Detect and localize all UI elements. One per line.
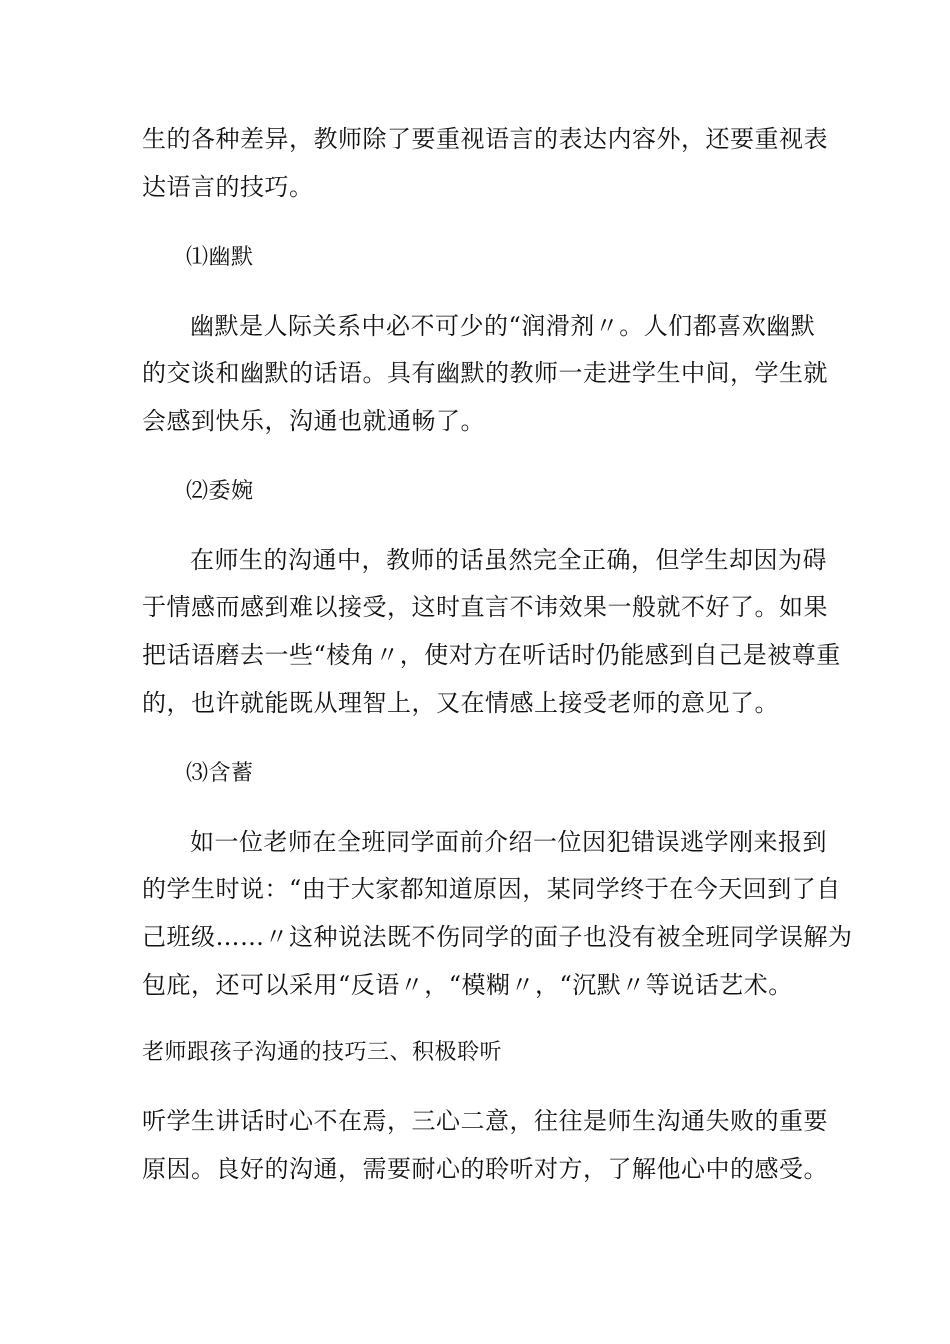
- paragraph-line: 的，也许就能既从理智上，又在情感上接受老师的意见了。: [142, 689, 779, 717]
- paragraph-line: 包庇，还可以采用“反语〃，“模糊〃，“沉默〃等说话艺术。: [142, 971, 793, 999]
- paragraph-line: 于情感而感到难以接受，这时直言不讳效果一般就不好了。如果: [142, 593, 828, 621]
- paragraph-line: 把话语磨去一些“棱角〃，使对方在听话时仍能感到自己是被尊重: [142, 641, 841, 669]
- subheading-implicit: ⑶含蓄: [186, 761, 254, 786]
- paragraph-line: 达语言的技巧。: [142, 173, 314, 201]
- paragraph-line: 己班级……〃这种说法既不伤同学的面子也没有被全班同学误解为: [142, 923, 853, 951]
- paragraph-line: 会感到快乐，沟通也就通畅了。: [142, 407, 485, 435]
- paragraph-line: 的学生时说：“由于大家都知道原因，某同学终于在今天回到了自: [142, 875, 841, 903]
- paragraph-line: 的交谈和幽默的话语。具有幽默的教师一走进学生中间，学生就: [142, 359, 828, 387]
- subheading-humor: ⑴幽默: [186, 245, 254, 270]
- paragraph-line: 听学生讲话时心不在焉，三心二意，往往是师生沟通失败的重要: [142, 1107, 828, 1135]
- paragraph-line: 原因。良好的沟通，需要耐心的聆听对方，了解他心中的感受。: [142, 1155, 828, 1183]
- paragraph-line: 在师生的沟通中，教师的话虽然完全正确，但学生却因为碍: [190, 546, 827, 574]
- paragraph-line: 如一位老师在全班同学面前介绍一位因犯错误逃学刚来报到: [190, 828, 827, 856]
- paragraph-line: 幽默是人际关系中必不可少的“润滑剂〃。人们都喜欢幽默: [190, 312, 816, 340]
- paragraph-line: 生的各种差异，教师除了要重视语言的表达内容外，还要重视表: [142, 125, 828, 153]
- subheading-tactful: ⑵委婉: [186, 479, 254, 504]
- section-title: 老师跟孩子沟通的技巧三、积极聆听: [142, 1040, 503, 1065]
